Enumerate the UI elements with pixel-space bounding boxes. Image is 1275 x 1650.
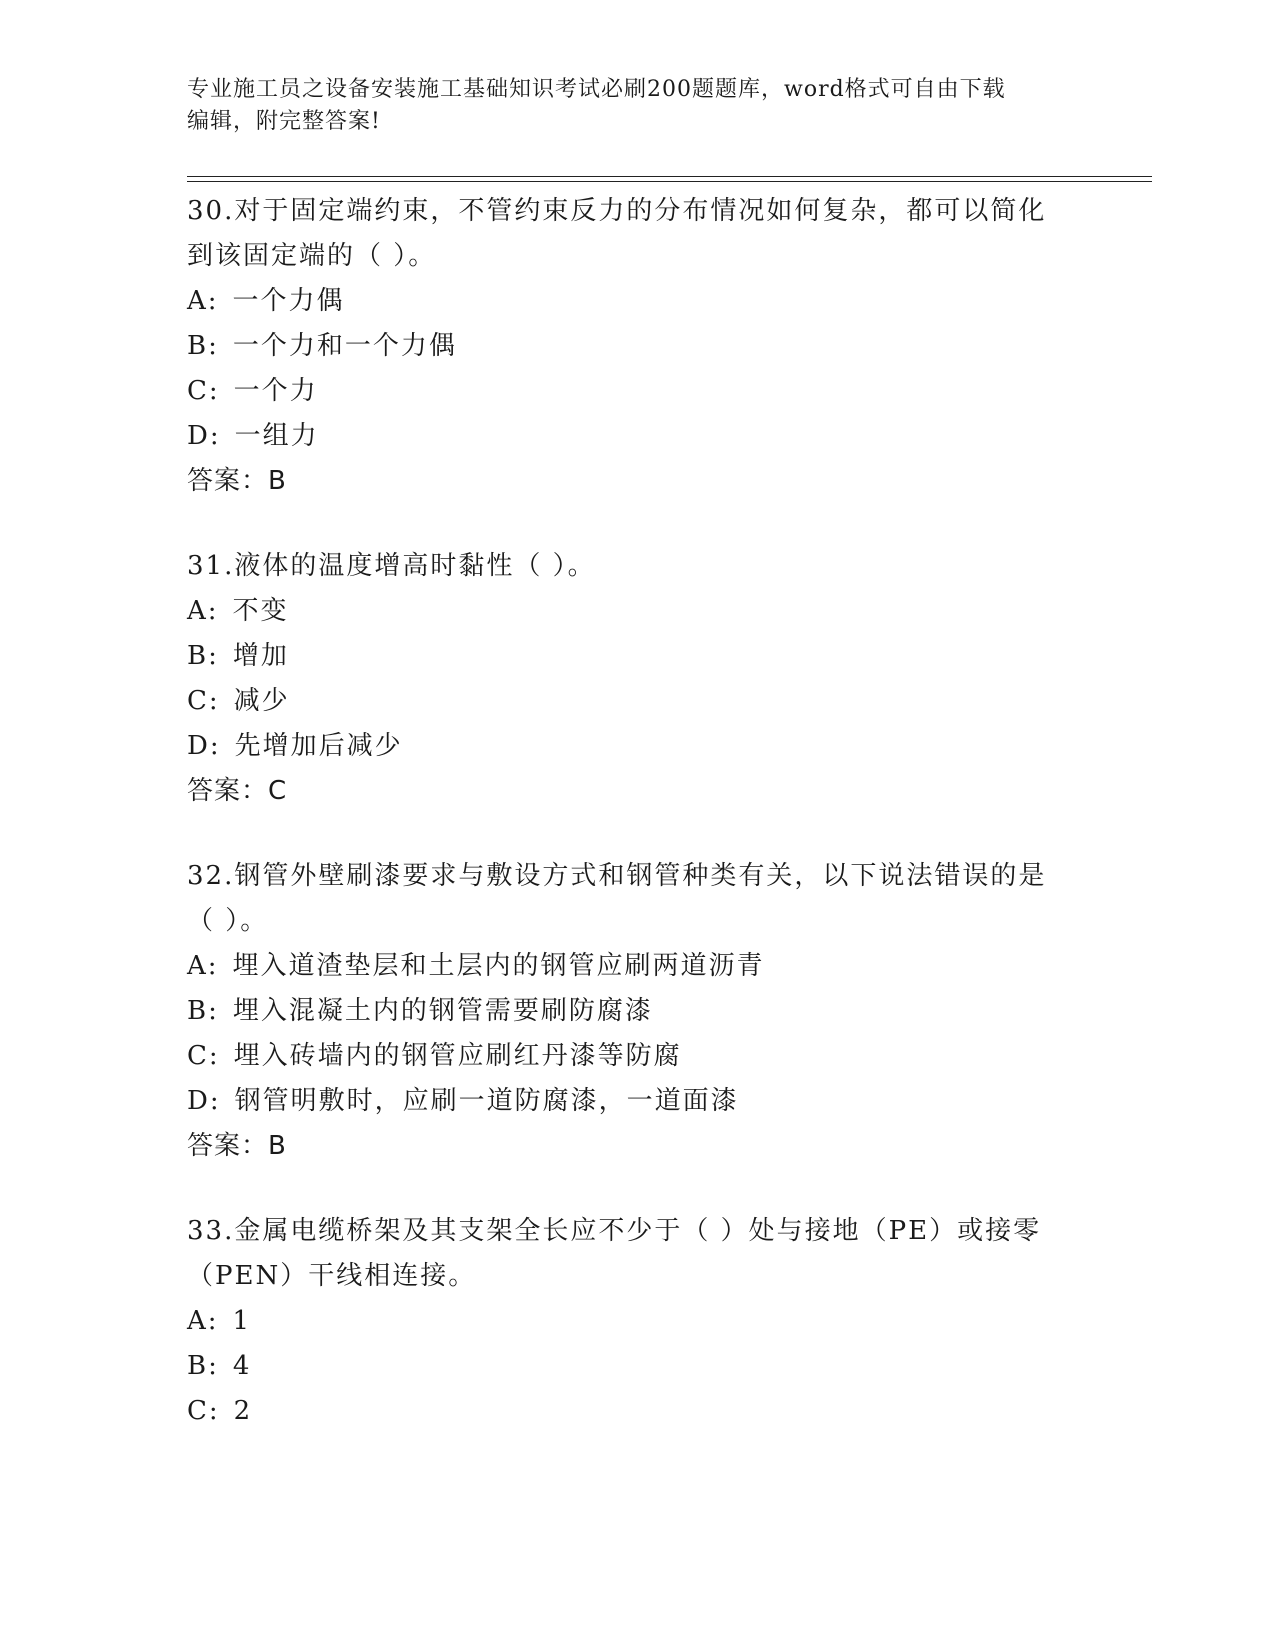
stem-line: （ ）。: [187, 906, 269, 936]
stem-line: （PEN）干线相连接。: [187, 1261, 477, 1291]
question-31: [187, 544, 1087, 814]
stem-line: 30.对于固定端约束，不管约束反力的分布情况如何复杂，都可以简化: [187, 196, 1047, 226]
option-a: [187, 279, 1087, 324]
option-d: [187, 414, 1087, 459]
option-b: [187, 1344, 1087, 1389]
stem-line: 31.液体的温度增高时黏性（ ）。: [187, 551, 596, 581]
question-32: [187, 854, 1087, 1169]
option-text: 4: [232, 1351, 252, 1381]
question-33: [187, 1209, 1087, 1434]
option-letter: D:: [187, 1086, 221, 1116]
answer-line: 答案：B: [187, 1131, 287, 1161]
option-c: [187, 369, 1087, 414]
question-list: [187, 189, 1087, 1474]
option-letter: C:: [187, 1041, 220, 1071]
option-letter: B:: [187, 1351, 219, 1381]
question-30: [187, 189, 1087, 504]
option-d: [187, 1079, 1087, 1124]
option-text: 钢管明敷时，应刷一道防腐漆，一道面漆: [234, 1086, 739, 1116]
answer-line: 答案：B: [187, 466, 287, 496]
option-text: 先增加后减少: [234, 731, 403, 761]
option-a: [187, 1299, 1087, 1344]
option-text: 一个力偶: [232, 286, 345, 316]
option-text: 埋入道渣垫层和土层内的钢管应刷两道沥青: [232, 951, 765, 981]
answer-line: 答案：C: [187, 776, 288, 806]
option-letter: B:: [187, 641, 219, 671]
header-divider-top: [187, 176, 1152, 177]
option-letter: C:: [187, 1396, 220, 1426]
stem-line: 到该固定端的（ ）。: [187, 241, 437, 271]
option-c: [187, 1034, 1087, 1079]
option-text: 一个力和一个力偶: [232, 331, 457, 361]
question-stem: [187, 544, 1087, 589]
option-text: 一组力: [234, 421, 319, 451]
document-header: [187, 74, 1087, 138]
option-text: 不变: [232, 596, 289, 626]
question-stem: [187, 854, 1087, 944]
stem-line: 32.钢管外壁刷漆要求与敷设方式和钢管种类有关，以下说法错误的是: [187, 861, 1047, 891]
option-c: [187, 1389, 1087, 1434]
option-text: 减少: [233, 686, 290, 716]
question-stem: [187, 1209, 1087, 1299]
option-text: 一个力: [233, 376, 318, 406]
option-c: [187, 679, 1087, 724]
question-stem: [187, 189, 1087, 279]
header-line-1: 专业施工员之设备安装施工基础知识考试必刷200题题库，word格式可自由下载: [187, 77, 1006, 102]
option-letter: B:: [187, 331, 219, 361]
option-b: [187, 324, 1087, 369]
option-letter: C:: [187, 376, 220, 406]
option-letter: A:: [187, 596, 219, 626]
header-line-2: 编辑，附完整答案!: [187, 109, 381, 134]
option-a: [187, 944, 1087, 989]
option-letter: A:: [187, 286, 219, 316]
header-divider-bottom: [187, 181, 1152, 182]
option-letter: A:: [187, 1306, 219, 1336]
stem-line: 33.金属电缆桥架及其支架全长应不少于（ ）处与接地（PE）或接零: [187, 1216, 1042, 1246]
option-letter: C:: [187, 686, 220, 716]
option-text: 2: [233, 1396, 253, 1426]
option-d: [187, 724, 1087, 769]
option-text: 埋入混凝土内的钢管需要刷防腐漆: [232, 996, 653, 1026]
option-letter: D:: [187, 421, 221, 451]
option-letter: A:: [187, 951, 219, 981]
option-text: 埋入砖墙内的钢管应刷红丹漆等防腐: [233, 1041, 682, 1071]
option-a: [187, 589, 1087, 634]
option-b: [187, 634, 1087, 679]
option-letter: D:: [187, 731, 221, 761]
option-letter: B:: [187, 996, 219, 1026]
option-b: [187, 989, 1087, 1034]
option-text: 增加: [232, 641, 289, 671]
option-text: 1: [232, 1306, 252, 1336]
